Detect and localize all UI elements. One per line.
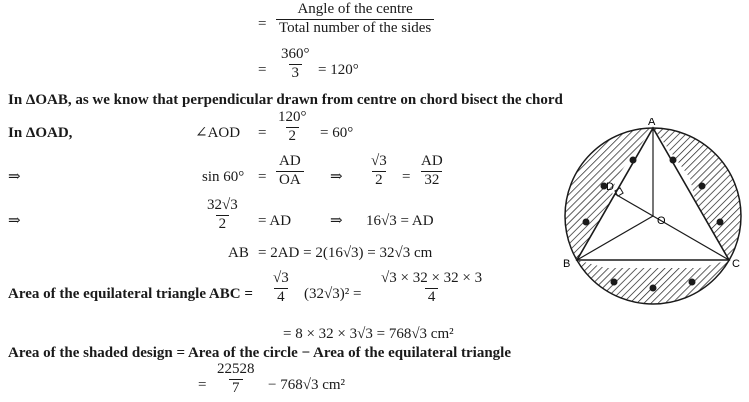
label-o: O (657, 215, 666, 227)
fraction-root3-2: $\frac{√3}{2}$ (371, 153, 387, 188)
result-60: = 60° (320, 125, 354, 141)
dot (717, 219, 724, 226)
area-triangle-result: = 8 × 32 × 3√3 = 768√3 cm² (283, 326, 454, 342)
implies-arrow: ⇒ (8, 169, 21, 185)
angle-aod: ∠AOD (195, 125, 241, 141)
equals-sign: = (258, 125, 267, 141)
dot (630, 157, 637, 164)
result-120: = 120° (318, 62, 359, 78)
area-triangle-label: Area of the equilateral triangle ABC = (8, 286, 253, 302)
implies-arrow: ⇒ (8, 213, 21, 229)
dot (670, 157, 677, 164)
fraction-22528-7: $\frac{22528}{7}$ (217, 361, 255, 396)
triangle-oad-label: In ΔOAD, (8, 125, 73, 141)
sin-60: sin 60° (202, 169, 245, 185)
implies-arrow: ⇒ (330, 213, 343, 229)
fraction-ad-oa: $\frac{AD}{OA}$ (276, 154, 304, 189)
equals-ad: = AD (258, 213, 292, 229)
equals-sign: = (402, 169, 411, 185)
dot (583, 219, 590, 226)
fraction-ad-32: $\frac{AD}{32}$ (421, 153, 443, 188)
dot (650, 285, 657, 292)
square-term: (32√3)² = (304, 286, 362, 302)
label-c: C (732, 258, 740, 270)
fraction-360-3: $\frac{360^\circ}{3}$ (281, 46, 310, 81)
equals-sign: = (258, 169, 267, 185)
dot (689, 279, 696, 286)
fraction-product-4: $\frac{√3 \times 32 \times 32 \times 3}{4}$ (381, 270, 483, 305)
fraction-32root3-2: $\frac{32√3}{2}$ (207, 197, 238, 232)
label-d: D (606, 181, 614, 193)
equals-sign: = (258, 62, 267, 78)
dot (611, 279, 618, 286)
statement-line: In ΔOAB, as we know that perpendicular drawn from centre on chord bisect the chord (8, 92, 563, 108)
area-shaded-result: − 768√3 cm² (268, 377, 346, 393)
dot (699, 183, 706, 190)
ab-label: AB (228, 245, 249, 261)
label-b: B (563, 258, 571, 270)
ab-result: = 2AD = 2(16√3) = 32√3 cm (258, 245, 433, 261)
fraction-root3-4: $\frac{√3}{4}$ (273, 270, 289, 305)
area-shaded-label: Area of the shaded design = Area of the circle − Area of the equilateral triangle (8, 345, 511, 361)
angle-fraction: Angle of the centre Total number of the sides (276, 2, 434, 37)
equals-sign: = (198, 377, 207, 393)
implies-arrow: ⇒ (330, 169, 343, 185)
fraction-120-2: $\frac{120^\circ}{2}$ (278, 109, 307, 144)
circle-triangle-figure (560, 118, 746, 314)
equals-sign: = (258, 16, 267, 32)
ad-result: 16√3 = AD (366, 213, 434, 229)
label-a: A (648, 118, 656, 128)
